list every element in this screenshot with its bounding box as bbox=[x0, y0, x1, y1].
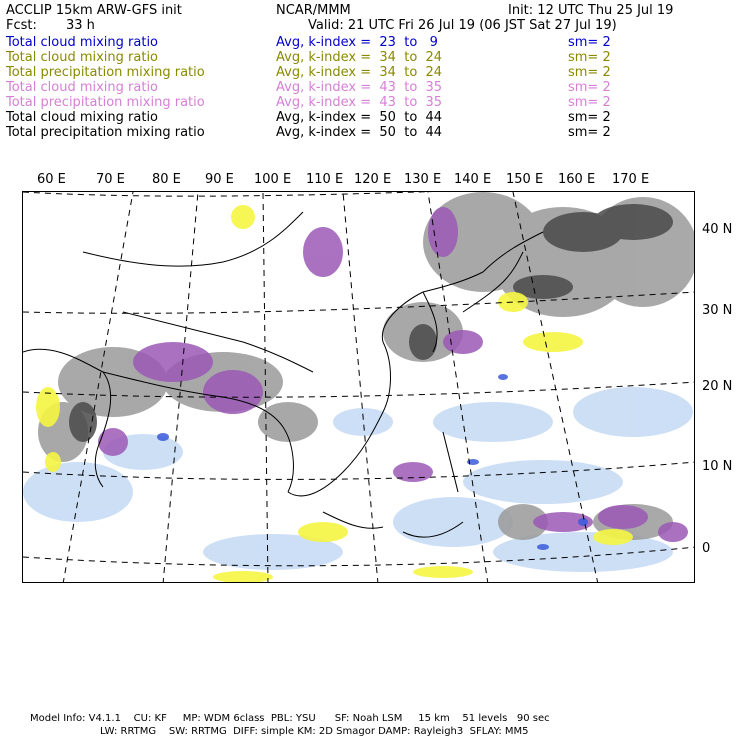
legend-avg: Avg, k-index = 23 to 9 bbox=[276, 35, 438, 50]
model-info-line2: LW: RRTMG SW: RRTMG DIFF: simple KM: 2D Smagor DAMP: Rayleigh3 SFLAY: MM5 bbox=[100, 726, 529, 737]
lon-label: 120 E bbox=[354, 172, 392, 187]
forecast-map bbox=[23, 192, 695, 583]
legend-avg: Avg, k-index = 43 to 35 bbox=[276, 95, 443, 110]
legend-row bbox=[6, 95, 736, 110]
map-panel bbox=[22, 191, 695, 583]
valid-time: Valid: 21 UTC Fri 26 Jul 19 (06 JST Sat 27 Jul 19) bbox=[308, 18, 617, 33]
legend-sm: sm= 2 bbox=[568, 50, 611, 65]
legend-row bbox=[6, 80, 736, 95]
lat-label: 40 N bbox=[702, 222, 733, 237]
legend-row bbox=[6, 50, 736, 65]
lon-label: 110 E bbox=[306, 172, 344, 187]
legend-name: Total cloud mixing ratio bbox=[6, 80, 159, 95]
lat-label: 30 N bbox=[702, 303, 733, 318]
legend-name: Total precipitation mixing ratio bbox=[6, 125, 205, 140]
legend-avg: Avg, k-index = 34 to 24 bbox=[276, 65, 443, 80]
legend-avg: Avg, k-index = 50 to 44 bbox=[276, 110, 443, 125]
legend-row bbox=[6, 125, 736, 140]
legend-avg: Avg, k-index = 34 to 24 bbox=[276, 50, 443, 65]
lat-label: 0 bbox=[702, 541, 711, 556]
legend-sm: sm= 2 bbox=[568, 110, 611, 125]
legend-name: Total precipitation mixing ratio bbox=[6, 65, 205, 80]
legend-sm: sm= 2 bbox=[568, 65, 611, 80]
legend-name: Total precipitation mixing ratio bbox=[6, 95, 205, 110]
legend-name: Total cloud mixing ratio bbox=[6, 110, 159, 125]
legend-row bbox=[6, 110, 736, 125]
forecast-hours: 33 h bbox=[66, 18, 95, 33]
lon-label: 160 E bbox=[558, 172, 596, 187]
legend-sm: sm= 2 bbox=[568, 95, 611, 110]
product-title: ACCLIP 15km ARW-GFS init bbox=[6, 3, 182, 18]
legend-row bbox=[6, 65, 736, 80]
lon-label: 140 E bbox=[454, 172, 492, 187]
legend-name: Total cloud mixing ratio bbox=[6, 35, 159, 50]
legend-row bbox=[6, 35, 736, 50]
legend-name: Total cloud mixing ratio bbox=[6, 50, 159, 65]
forecast-label: Fcst: bbox=[6, 18, 37, 33]
lat-label: 20 N bbox=[702, 379, 733, 394]
lon-label: 70 E bbox=[96, 172, 125, 187]
legend-avg: Avg, k-index = 50 to 44 bbox=[276, 125, 443, 140]
center-title: NCAR/MMM bbox=[276, 3, 351, 18]
legend-avg: Avg, k-index = 43 to 35 bbox=[276, 80, 443, 95]
lon-label: 80 E bbox=[152, 172, 181, 187]
legend-sm: sm= 2 bbox=[568, 125, 611, 140]
lon-label: 100 E bbox=[254, 172, 292, 187]
lon-label: 90 E bbox=[205, 172, 234, 187]
model-info-line1: Model Info: V4.1.1 CU: KF MP: WDM 6class PBL: YSU SF: Noah LSM 15 km 51 levels 90 sec bbox=[30, 713, 550, 724]
lon-label: 150 E bbox=[506, 172, 544, 187]
lat-label: 10 N bbox=[702, 459, 733, 474]
lon-label: 60 E bbox=[37, 172, 66, 187]
lon-label: 170 E bbox=[612, 172, 650, 187]
lon-label: 130 E bbox=[404, 172, 442, 187]
legend-sm: sm= 2 bbox=[568, 80, 611, 95]
legend-sm: sm= 2 bbox=[568, 35, 611, 50]
init-time: Init: 12 UTC Thu 25 Jul 19 bbox=[508, 3, 674, 18]
